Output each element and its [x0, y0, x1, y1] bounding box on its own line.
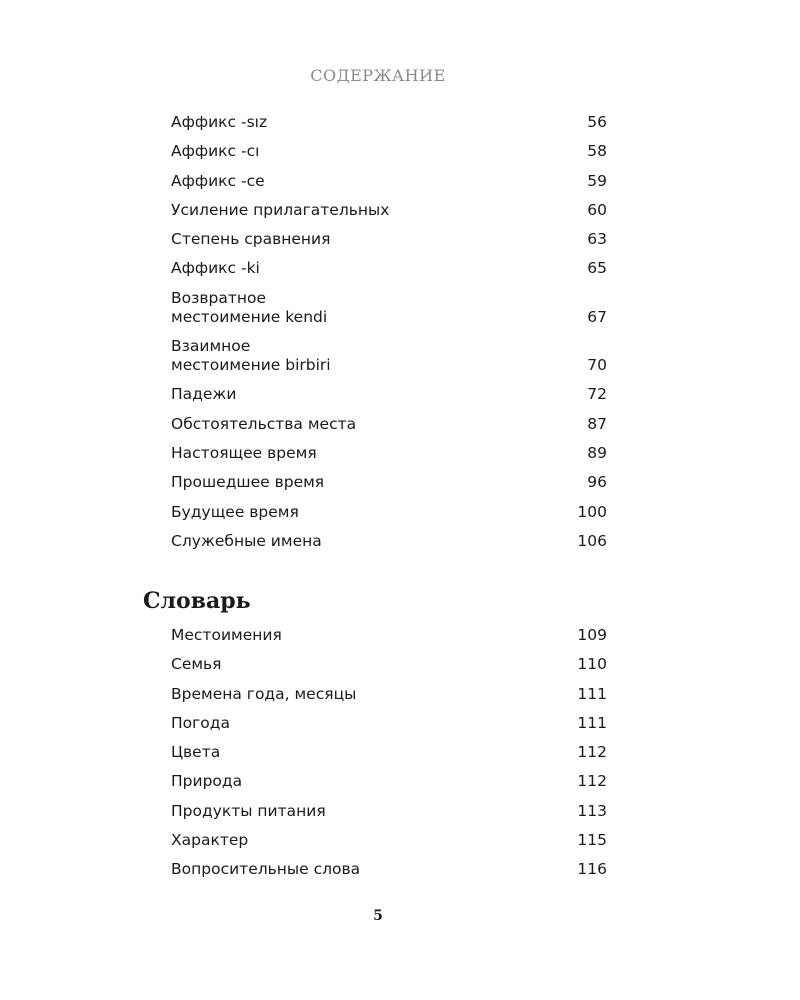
toc-entry[interactable] [171, 201, 607, 220]
toc-entry[interactable] [171, 444, 607, 463]
toc-entry-title: Служебные имена [171, 531, 322, 550]
contents-list [171, 113, 607, 561]
toc-entry-title: Местоимения [171, 626, 282, 644]
toc-entry[interactable] [171, 626, 607, 645]
toc-entry-page: 65 [587, 259, 607, 278]
toc-entry-page: 89 [587, 443, 607, 462]
toc-entry[interactable] [171, 831, 607, 850]
toc-entry-title: Падежи [171, 385, 237, 404]
toc-entry-title: Прошедшее время [171, 473, 325, 492]
toc-entry-title: Вопросительные слова [171, 860, 361, 879]
toc-entry-title: Аффикс -ce [171, 171, 265, 190]
toc-entry[interactable] [171, 714, 607, 733]
toc-entry[interactable] [171, 142, 607, 161]
toc-entry-title: Степень сравнения [171, 230, 331, 249]
toc-entry-page: 87 [587, 414, 607, 433]
toc-entry-title: Аффикс -cı [171, 142, 260, 161]
toc-entry-title: Аффикс -sız [171, 113, 268, 131]
toc-entry[interactable] [171, 230, 607, 249]
toc-entry-page: 58 [587, 142, 607, 161]
toc-entry[interactable] [171, 772, 607, 791]
toc-entry-page: 100 [577, 502, 607, 521]
toc-entry-page: 116 [577, 860, 607, 879]
toc-entry-page: 56 [587, 113, 607, 131]
toc-entry-page: 111 [577, 713, 607, 732]
toc-entry-title: Аффикс -ki [171, 259, 260, 278]
toc-entry-page: 109 [577, 626, 607, 644]
toc-entry[interactable] [171, 503, 607, 522]
toc-entry[interactable] [171, 473, 607, 492]
toc-entry[interactable] [171, 172, 607, 191]
toc-entry-page: 112 [577, 772, 607, 791]
toc-entry[interactable] [171, 385, 607, 404]
page-number: 5 [373, 908, 383, 924]
toc-entry[interactable] [171, 415, 607, 434]
toc-entry[interactable] [171, 655, 607, 674]
toc-entry-page: 72 [587, 385, 607, 404]
toc-entry-title: Возвратное местоимение kendi [171, 288, 328, 326]
toc-entry[interactable] [171, 532, 607, 551]
toc-entry[interactable] [171, 259, 607, 278]
toc-entry-title: Цвета [171, 743, 221, 762]
toc-entry-title: Настоящее время [171, 443, 317, 462]
toc-entry-page: 70 [587, 356, 607, 375]
toc-entry-page: 96 [587, 473, 607, 492]
toc-entry-page: 67 [587, 307, 607, 326]
toc-entry-page: 112 [577, 743, 607, 762]
toc-entry-page: 111 [577, 684, 607, 703]
vocabulary-list [171, 626, 607, 890]
toc-entry[interactable] [171, 860, 607, 879]
toc-entry-page: 63 [587, 230, 607, 249]
toc-entry-page: 106 [577, 531, 607, 550]
toc-entry-title: Характер [171, 831, 249, 850]
toc-entry-title: Будущее время [171, 502, 299, 521]
toc-entry[interactable] [171, 685, 607, 704]
toc-entry-title: Времена года, месяцы [171, 684, 357, 703]
toc-entry[interactable] [171, 113, 607, 132]
toc-entry[interactable] [171, 337, 607, 375]
running-head: СОДЕРЖАНИЕ [310, 66, 446, 85]
toc-entry-page: 59 [587, 171, 607, 190]
toc-entry-page: 110 [577, 655, 607, 674]
toc-entry-title: Взаимное местоимение birbiri [171, 337, 331, 375]
toc-entry[interactable] [171, 743, 607, 762]
toc-entry-title: Усиление прилагательных [171, 200, 390, 219]
toc-entry-page: 60 [587, 200, 607, 219]
toc-entry[interactable] [171, 802, 607, 821]
toc-entry-page: 113 [577, 801, 607, 820]
toc-entry-title: Погода [171, 713, 230, 732]
section-heading-vocabulary: Словарь [143, 588, 251, 614]
toc-entry-title: Продукты питания [171, 801, 326, 820]
toc-entry-title: Природа [171, 772, 243, 791]
toc-entry-title: Семья [171, 655, 222, 674]
toc-entry-title: Обстоятельства места [171, 414, 357, 433]
toc-entry[interactable] [171, 289, 607, 327]
toc-entry-page: 115 [577, 831, 607, 850]
